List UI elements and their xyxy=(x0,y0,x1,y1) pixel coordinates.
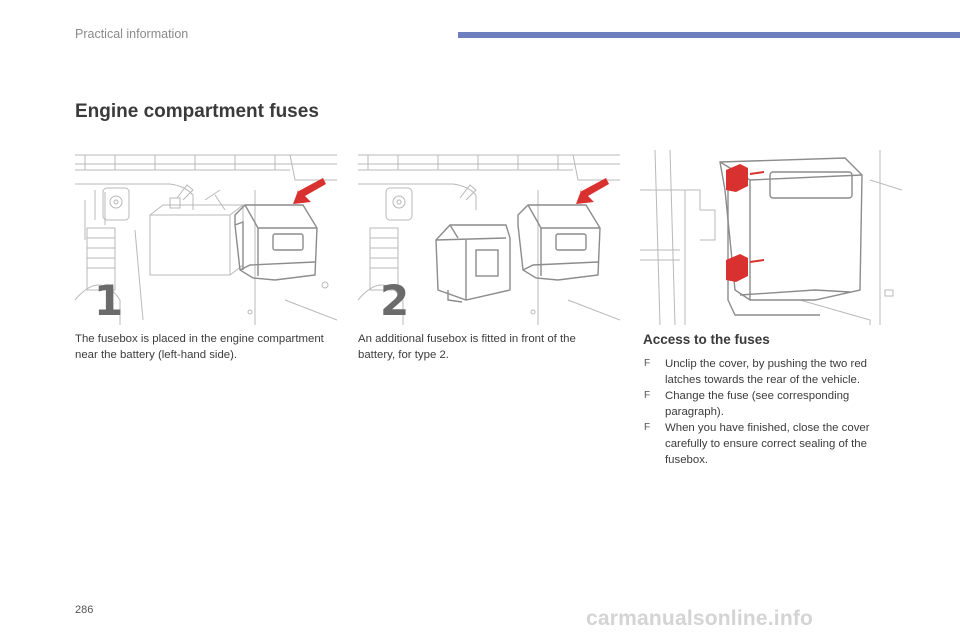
access-step xyxy=(643,420,893,468)
figure-number: 1 xyxy=(94,276,124,325)
engine-fusebox-illustration-icon xyxy=(75,150,337,325)
figure-2-additional-fusebox xyxy=(358,150,620,325)
red-latch-icon xyxy=(726,164,764,282)
figure-1-engine-fusebox xyxy=(75,150,337,325)
fusebox-cover-latches-illustration-icon xyxy=(640,150,902,325)
figure-2-caption: An additional fusebox is fitted in front of the battery, for type 2. xyxy=(358,333,576,361)
figure-1-caption: The fusebox is placed in the engine compartment near the battery (left-hand side). xyxy=(75,333,324,361)
access-steps-list xyxy=(643,356,893,468)
access-step xyxy=(643,388,893,420)
access-step xyxy=(643,356,893,388)
red-arrow-icon xyxy=(293,178,326,204)
step-bullet-icon: F xyxy=(644,358,651,369)
step-bullet-icon: F xyxy=(644,422,651,433)
header-accent-bar xyxy=(458,32,960,38)
watermark: carmanualsonline.info xyxy=(586,607,814,630)
figure-number: 2 xyxy=(380,276,410,325)
access-step-text: Change the fuse (see corresponding paragraph). xyxy=(665,390,850,418)
section-label: Practical information xyxy=(75,27,189,41)
access-step-text: Unclip the cover, by pushing the two red latches towards the rear of the vehicle. xyxy=(665,358,867,386)
figure-3-fusebox-cover xyxy=(640,150,902,325)
access-step-text: When you have finished, close the cover carefully to ensure correct sealing of the fusebox. xyxy=(665,422,870,466)
access-fuses-title: Access to the fuses xyxy=(643,332,770,347)
page-number: 286 xyxy=(75,604,94,616)
red-arrow-icon xyxy=(576,178,609,204)
step-bullet-icon: F xyxy=(644,390,651,401)
engine-additional-fusebox-illustration-icon xyxy=(358,150,620,325)
page-title: Engine compartment fuses xyxy=(75,101,319,122)
